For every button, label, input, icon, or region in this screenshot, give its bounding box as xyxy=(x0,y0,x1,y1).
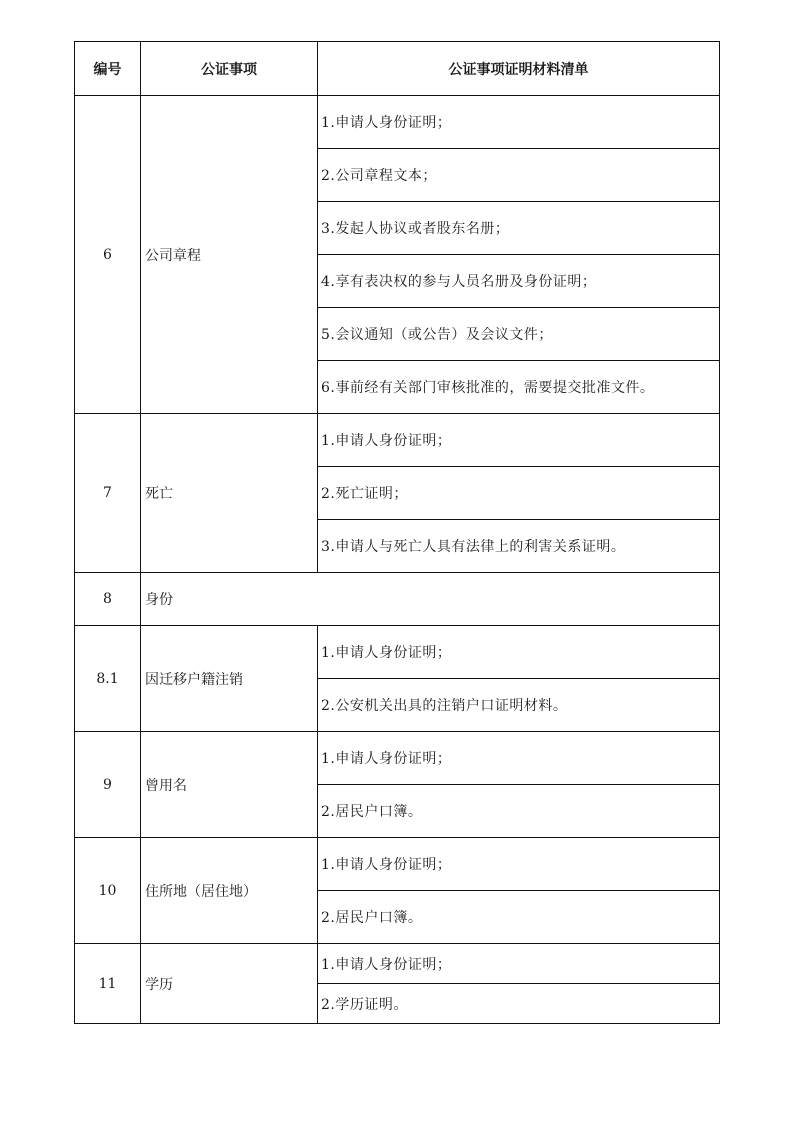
table-row xyxy=(75,732,720,785)
row-item: 曾用名 xyxy=(141,732,318,838)
row-item: 公司章程 xyxy=(141,96,318,414)
material-item: 3.发起人协议或者股东名册； xyxy=(318,202,720,255)
row-number: 11 xyxy=(75,944,141,1024)
material-item: 1.申请人身份证明； xyxy=(318,944,720,984)
material-item: 6.事前经有关部门审核批准的，需要提交批准文件。 xyxy=(318,361,720,414)
material-item: 2.学历证明。 xyxy=(318,984,720,1024)
material-item: 2.居民户口簿。 xyxy=(318,891,720,944)
table-row xyxy=(75,573,720,626)
material-item: 1.申请人身份证明； xyxy=(318,838,720,891)
material-item: 4.享有表决权的参与人员名册及身份证明； xyxy=(318,255,720,308)
material-item: 1.申请人身份证明； xyxy=(318,414,720,467)
row-number: 7 xyxy=(75,414,141,573)
row-number: 8 xyxy=(75,573,141,626)
table-row xyxy=(75,838,720,891)
material-item: 1.申请人身份证明； xyxy=(318,626,720,679)
row-item: 住所地（居住地） xyxy=(141,838,318,944)
header-no: 编号 xyxy=(75,42,141,96)
notary-materials-table xyxy=(74,41,720,1024)
table-row xyxy=(75,626,720,679)
table-header-row xyxy=(75,42,720,96)
document-page xyxy=(74,41,719,1024)
row-item: 因迁移户籍注销 xyxy=(141,626,318,732)
material-item: 2.居民户口簿。 xyxy=(318,785,720,838)
header-materials: 公证事项证明材料清单 xyxy=(318,42,720,96)
material-item: 2.公司章程文本； xyxy=(318,149,720,202)
material-item: 2.公安机关出具的注销户口证明材料。 xyxy=(318,679,720,732)
material-item: 3.申请人与死亡人具有法律上的利害关系证明。 xyxy=(318,520,720,573)
row-item: 学历 xyxy=(141,944,318,1024)
row-number: 8.1 xyxy=(75,626,141,732)
material-item: 2.死亡证明； xyxy=(318,467,720,520)
row-number: 10 xyxy=(75,838,141,944)
row-number: 9 xyxy=(75,732,141,838)
row-item: 死亡 xyxy=(141,414,318,573)
header-item: 公证事项 xyxy=(141,42,318,96)
table-row xyxy=(75,944,720,984)
material-item: 1.申请人身份证明； xyxy=(318,732,720,785)
material-item: 1.申请人身份证明； xyxy=(318,96,720,149)
table-row xyxy=(75,96,720,149)
row-number: 6 xyxy=(75,96,141,414)
row-item: 身份 xyxy=(141,573,720,626)
table-row xyxy=(75,414,720,467)
material-item: 5.会议通知（或公告）及会议文件； xyxy=(318,308,720,361)
